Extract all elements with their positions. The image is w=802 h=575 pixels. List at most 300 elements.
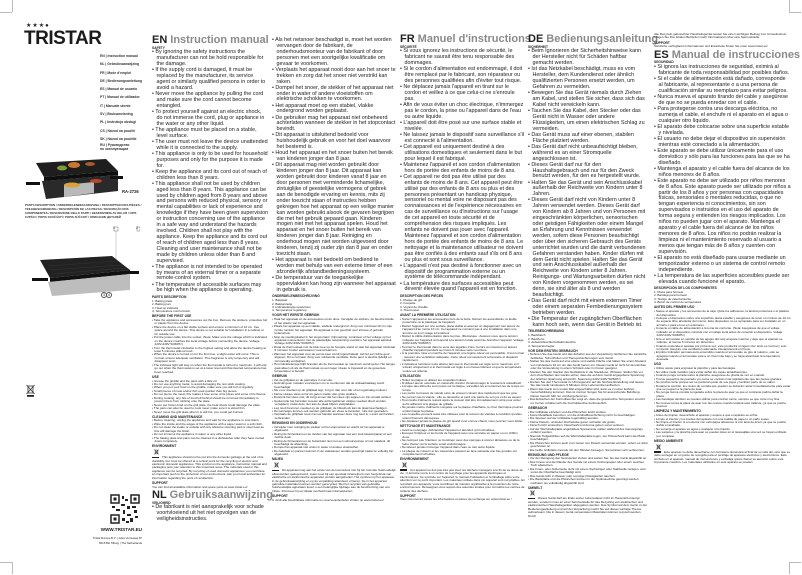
- list-item: • Tournez le thermostat dans le sens des aiguilles d'une montre au maximum et laissez chauffer l'appareil pendant au moins 5 minutes sans nourriture.: [400, 346, 525, 353]
- list-item: • Dieses Gerät darf nur für den Haushaltsgebrauch und nur für den Zweck benutzt werden, für den es hergestellt wurde.: [528, 163, 648, 181]
- list-item: • Las sartenes y la plancha para asar se pueden lavar en el lavavajillas una vez se hayan enfriado por completo.: [654, 431, 791, 438]
- list-item: • El aparato no está diseñado para usarse mediante un temporizador externo o un sistema de control remoto independiente.: [654, 256, 791, 274]
- language-item: EN | Instruction manual: [100, 54, 138, 58]
- section-title: [654, 48, 801, 61]
- crop-mark-top-left: [0, 12, 12, 13]
- list-item: 4. Temperature control knob: [152, 309, 190, 314]
- list-item: 1. Backblech: [528, 333, 546, 338]
- bullet-list: [152, 505, 268, 523]
- crop-mark-bottom-right-v: [789, 562, 790, 574]
- environment-text-content: This appliance should not be put into the domestic garbage at the end of its durability, but must be offered at a central point for the recycling of electric and electronic domestic appliances. This symbol on the appliance, instruction manual and packaging puts your attention to this important issue. The materials used in this appliance can be recycled. By recycling of used domestic appliances you contribute an important push to the protection of our environment. Ask your local authorities for information regarding the point of recollection.: [152, 455, 267, 480]
- list-item: • Reinig de binnenkant en de buitenkant niet met een schuursponsje of met staalwol, dit beschadigt de afwerking.: [272, 440, 396, 447]
- section-heading: PARTS DESCRIPTION: [152, 294, 187, 299]
- list-item: • À la première mise en marche de l'appareil, une légère odeur est perceptible. C'est normal ; assurez une ventilation adéquate. Cette odeur est seulement temporaire et disparaît rapidement.: [400, 352, 525, 362]
- environment-text: [528, 497, 648, 518]
- bullet-list: [152, 300, 268, 314]
- callout-4: 4: [106, 292, 112, 298]
- list-item: 2. Coupelle: [400, 301, 416, 306]
- list-item: • Si el cable de alimentación está dañado, corresponde al fabricante, al representante o a una persona de cualificación similar su reemplazo para evitar peligros.: [654, 77, 791, 95]
- language-item: CS | Návod na použití: [100, 128, 135, 133]
- list-item: • Het apparaat is niet bedoeld om bediend te worden met behulp van een externe timer of een afzonderlijk afstandbedieningssysteem.: [272, 258, 396, 276]
- callout-1: 1: [113, 226, 115, 230]
- list-item: • Mettez l'appareil sur une surface plane stable et assurez un dégagement tout autour de l'appareil d'au moins 10 cm. Cet appareil ne convient pas à une installation dans une armoire ou à un usage à l'extérieur.: [400, 325, 525, 335]
- list-item: • L'appareil n'est pas destiné à fonctionner avec un dispositif de programmation externe ou un système de télécommande indépendant.: [400, 264, 525, 282]
- list-item: 2. Backform: [528, 336, 545, 341]
- list-item: • During cooking, any bits of food left behind should be removed immediately to prevent them from sticking onto the plate.: [152, 397, 268, 404]
- list-item: • Die Speisen auf der Grillplatte regelmäßig wenden.: [528, 417, 648, 420]
- section-heading: UMWELT: [528, 485, 543, 490]
- list-item: • This appliance is only to be used for household purposes and only for the purpose it is made for.: [152, 152, 268, 170]
- list-item: • The temperature of accessible surfaces may be high when the appliance is operating.: [152, 283, 268, 295]
- list-item: • No utilice nada metálico para evitar dañar las capas antiadherentes.: [654, 371, 791, 374]
- list-item: • Do not use anything metal, to avoid damaging the non-stick coating.: [152, 383, 268, 386]
- list-item: • Wenn das Gerät zum ersten Mal eingeschaltet wird, kann es zu einer leichten Geruchsbildung kommen. Das ist normal. Sorgen Sie für ausreichende Belüftung. Dieser Geruch hält nur vorübergehend an.: [528, 388, 648, 398]
- list-item: • De gebruiker mag het apparaat niet onbeheerd achterlaten wanneer de stekker in het stopcontact bevindt.: [272, 116, 396, 134]
- crop-mark-top-right-v: [789, 0, 790, 12]
- list-item: • La temperatura de las superficies accesibles puede ser elevada cuando funcione el aparato.: [654, 274, 791, 286]
- list-item: • Ist das Netzkabel beschädigt, muss es vom Hersteller, dem Kundendienst oder ähnlich qualifizierten Personen ersetzt werden, um Gefahren zu vermeiden.: [528, 67, 648, 91]
- list-item: • Ne déplacez jamais l'appareil en tirant sur le cordon et veillez à ce que celui-ci ne s'enroule pas.: [400, 85, 525, 103]
- section-heading: VOR DEM ERSTEN GEBRAUCH: [528, 348, 578, 353]
- list-item: • Afin de vous éviter un choc électrique, n'immergez pas le cordon, la prise ou l'appareil dans de l'eau ou autre liquide.: [400, 103, 525, 121]
- company-address-line-1: Tristar Europe B.V. | Jules Verneweg 87: [92, 536, 142, 540]
- environment-text-content: Cet appareil ne doit pas être jeté avec les déchets ménagers à la fin de sa durée de vie ; il doit être remis à un centre de recyclage pour les appareils électriques et électroniques. Ce symbole sur l'appareil, le manuel d'utilisation et l'emballage attire votre attention sur ce point important. Les matériaux utilisés dans cet appareil sont recyclables. En recyclant vos appareils, vous contribuez de manière significative à la protection de notre environnement. Renseignez-vous auprès des autorités locales pour connaître les centres de collecte des déchets.: [400, 467, 525, 493]
- list-item: • De fabrikant is niet aansprakelijk voor schade voortvloeiend uit het niet opvolgen van de veiligheidsinstructies.: [152, 505, 268, 523]
- list-item: • Ne percez pas la viande ; elle se dessèche et perd une partie de son jus et de sa saveur.: [400, 396, 525, 399]
- bullet-list: [654, 291, 791, 305]
- qr-code: [110, 494, 140, 524]
- list-item: • Gire el termostato en sentido de las agujas del reloj al ajuste máximo y deje que el aparato se caliente, al menos 5 minutos sin alimentos.: [654, 338, 791, 345]
- section-heading: ENVIRONNEMENT: [400, 457, 429, 462]
- list-item: • Sortez l'appareil et les accessoires hors de la boîte. Retirez les autocollants, la feuille protectrice ou le plastique de l'appareil.: [400, 318, 525, 325]
- list-item: • To protect yourself against an electric shock, do not immerse the cord, plug or appliance in the water or any other liquid.: [152, 110, 268, 128]
- list-item: • If the supply cord is damaged, it must be replaced by the manufacturer, its service agent or similarly qualified persons in order to avoid a hazard.: [152, 68, 268, 92]
- list-item: • N'utilisez aucun ustensile en métal afin d'éviter d'endommager le revêtement antiadhésif.: [400, 382, 525, 385]
- bullet-list: [152, 419, 268, 443]
- list-item: • Verplaats het apparaat nooit door aan het snoer te trekken en zorg dat het snoer niet verstrikt kan raken.: [272, 68, 396, 86]
- list-item: 4. Botón de control de temperatura: [654, 300, 702, 305]
- list-item: 2. Bakpannetje: [272, 301, 293, 306]
- column-nl: [272, 38, 396, 502]
- language-item: PL | Instrukcja obsługi: [100, 120, 137, 125]
- list-item: • Cet appareil ne doit pas être utilisé par des enfants de moins de 8 ans. Cet appareil peut être utilisé par des enfants de 8 ans ou plus et des personnes présentant un handicap physique, sensoriel ou mental voire ne disposant pas des connaissances et de l'expérience nécessaires en cas de surveillance ou d'instructions sur l'usage de cet appareil en toute sécurité et de compréhension des risques impliqués. Les enfants ne doivent pas jouer avec l'appareil. Maintenez l'appareil et son cordon d'alimentation hors de portée des enfants de moins de 8 ans. Le nettoyage et la maintenance utilisateur ne doivent pas être confiés à des enfants sauf s'ils ont 8 ans ou plus et sont sous surveillance.: [400, 175, 525, 264]
- list-item: • La plaque de cuisson et les casseroles passent au lave-vaisselle une fois qu'elles ont complètement refroidies.: [400, 450, 525, 457]
- bullet-list: [400, 318, 525, 373]
- list-item: 1. Plaque de gril: [400, 297, 423, 302]
- list-item: • Dompel het snoer, de stekker of het apparaat niet onder in water of andere vloeistoffen om elektrische schokken te voorkomen.: [272, 86, 396, 104]
- list-item: • Les petits morceaux de viande et/ou de poisson cuisent plus rapidement que les gros.: [400, 392, 525, 395]
- company-address-line-2: 5015 BH Tilburg | The Netherlands: [99, 541, 142, 545]
- list-item: • Die Backplatte und die Pfännchen können in der Spülmaschine gereinigt werden, nachdem sie vollständig abgekühlt sind.: [528, 478, 648, 485]
- list-item: • Never move the appliance by pulling the cord and make sure the cord cannot become entangled.: [152, 92, 268, 110]
- bullet-list: [528, 334, 648, 348]
- bullet-list: [272, 318, 396, 373]
- list-item: • The pans can also be used to cook meat; make sure it is sliced thin.: [152, 407, 268, 410]
- list-item: • No sumerja el aparato en agua o cualquier otro líquido.: [654, 428, 791, 431]
- support-text: Vous retrouverez toutes les informations et pièces de rechange sur www.tristar.eu !: [400, 497, 512, 502]
- section-heading: CLEANING AND MAINTENANCE: [152, 414, 203, 419]
- list-item: • El usuario no debe dejar el dispositivo sin supervisión mientras esté conectado a la alimentación.: [654, 137, 791, 149]
- section-heading: GEBRAUCH: [528, 405, 548, 410]
- list-item: • Drehen Sie den Thermostat im Uhrzeigersinn auf die höchste Einstellung und lassen Sie das Gerät mindestens 5 Minuten ohne Lebensmittel aufheizen.: [528, 381, 648, 388]
- section-heading: ENVIRONMENT: [152, 444, 177, 449]
- language-item: DE | Bedienungsanleitung: [100, 78, 143, 83]
- section-heading: SEGURIDAD: [654, 60, 674, 65]
- list-item: 3. Voyant de chauffe: [400, 304, 428, 309]
- language-item: IT | Manuale utente: [100, 103, 131, 108]
- list-item: • Lorsque des aliments sont posés sur la plaque, surveillez-les et retournez-les de temps en temps.: [400, 385, 525, 392]
- list-item: • Durante la cocción, los restos de comida que queden se deberán retirar inmediatamente para evitar que se peguen a la placa de asar.: [654, 385, 791, 392]
- section-heading: LIMPIEZA Y MANTENIMIENTO: [654, 409, 701, 414]
- list-item: • Ne jamais mettre d'aliments congelés sur la plaque chauffante, le choc thermique pourrait endommager la plaque.: [400, 406, 525, 413]
- list-item: • Avant le nettoyage, débranchez l'appareil et attendez qu'il refroidisse.: [400, 429, 525, 432]
- manual-title: Manual de instrucciones: [671, 48, 801, 61]
- list-item: • Auf der Warmhalteplatte angehaftete Speisereste sollten während des Garvorgangs entfernt werden.: [528, 428, 648, 435]
- list-item: 4. Thermostat: [400, 308, 419, 313]
- list-item: • Vet de grillplaat en de pannetjes in met olie.: [272, 379, 396, 382]
- bullet-list: [400, 299, 525, 313]
- bullet-list: [152, 50, 268, 294]
- manual-title: Instruction manual: [170, 34, 269, 46]
- list-item: • Place the device on a flat stable surface and ensure a minimum of 10 cm. free space around the device. This device is not suitable for installation in a cabinet or for outside use.: [152, 326, 268, 336]
- section-heading: TEILEBESCHREIBUNG: [528, 329, 565, 334]
- language-item: ES | Manual de usuario: [100, 87, 138, 92]
- list-item: • El piloto indicador permanecerá encendido cuando el termostato se gire al máximo, solo se apagará cuando el termostato esté a un nivel más bajo y se haya alcanzado la temperatura deseada.: [654, 351, 791, 361]
- list-item: • Die Temperatur der zugänglichen Oberflächen kann hoch sein, wenn das Gerät in Betrieb ist.: [528, 317, 648, 329]
- section-heading: REINIGUNG UND PFLEGE: [528, 452, 569, 457]
- list-item: • Stellen Sie das Gerät auf eine ebene und stabile Fläche und halten Sie einen Abstand von mindestens 10 cm um das Gerät herum ein. Dieses Gerät ist nicht für den Einbau oder die Verwendung in einem Schrank oder im Freien geeignet.: [528, 360, 648, 370]
- section-heading: BEFORE THE FIRST USE: [152, 314, 192, 319]
- column-es: [654, 32, 801, 464]
- list-item: • Before cleaning, unplug the appliance and wait for the appliance to cool down.: [152, 419, 268, 422]
- section-heading: SÉCURITÉ: [400, 44, 417, 49]
- list-item: • Maintenez l'appareil et son cordon d'alimentation hors de portée des enfants de moins de 8 ans.: [400, 163, 525, 175]
- environment-text-content: Dit apparaat mag aan het einde van de levensduur niet bij het normale huishoudelijk afval worden gedeponeerd, maar moet bij een speciaal inzamelpunt voor hergebruik van elektrische en elektronische apparaten worden aangeboden. Het symbool op het apparaat, in de gebruiksaanwijzing en op de verpakking attendeert u hierop. De in het apparaat gebruikte materialen kunnen worden gerecycled. Met het recyclen van gebruikte huishoudelijke apparaten levert u een belangrijke bijdrage aan de bescherming van ons milieu. Informeer bij uw lokale overheid naar inzamelpunten.: [272, 468, 396, 493]
- list-item: • Verplaats de grillplaat nooit met uw handen wanneer deze nog heet is; u kunt uw handen verbranden.: [272, 413, 396, 420]
- column-fr: [400, 33, 531, 502]
- crop-mark-top-right: [789, 12, 801, 13]
- list-item: 4. Temperatuur regelknop: [272, 308, 307, 313]
- list-item: • Antes de limpiar, desenchufe el aparato y espere a que el aparato se enfríe.: [654, 414, 791, 417]
- list-item: • Nehmen Sie das Gerät und das Zubehör aus der Verpackung. Entfernen Sie sämtliche Aufkleber, Schutzfolien und Transportsicherungen vom Gerät.: [528, 353, 648, 360]
- bullet-list: [272, 38, 396, 294]
- list-item: • Beim Ignorieren der Sicherheitshinweise kann der Hersteller nicht für Schäden haftbar gemacht werden.: [528, 49, 648, 67]
- list-item: • No mueva nunca la placa de asar con las manos cuando todavía esté caliente, ya que se podría quemar.: [654, 402, 791, 409]
- language-code: DE: [528, 33, 544, 45]
- bullet-list: [654, 310, 791, 362]
- list-item: • Este aparato se debe utilizar únicamente para el uso doméstico y sólo para las funciones para las que se ha diseñado.: [654, 149, 791, 167]
- list-item: • Das Gerät muss auf einer ebenen, stabilen Fläche platziert werden.: [528, 133, 648, 145]
- bullet-list: [272, 299, 396, 313]
- list-item: • Die Innen- oder Außenseite nicht mit einem Topfreiniger oder Stahlwolle reinigen, weil sonst die Oberfläche beschädigt wird.: [528, 468, 648, 475]
- bullet-list: [654, 414, 791, 438]
- list-item: • Kleine stukjes vlees en/of vis garen sneller dan grote stukken.: [272, 393, 396, 396]
- language-item: RU | Руководство по эксплуатации: [100, 143, 130, 152]
- bullet-list: [400, 49, 525, 293]
- section-heading: VEILIGHEID: [152, 500, 171, 505]
- list-item: • The user must not leave the device unattended while it is connected to the supply.: [152, 140, 268, 152]
- list-item: • Grease the griddle and the pans with a little oil.: [152, 380, 268, 383]
- section-title: [400, 33, 531, 45]
- bullet-list: [400, 379, 525, 424]
- list-item: • Ne nettoyez pas l'intérieur ou l'extérieur avec des éponges à récurer abrasives ou de la laine d'acier car la surface serait endommagée.: [400, 439, 525, 446]
- list-item: • No ponga nunca comida congelada sobre la placa de asar ya que el contraste podría dañar la placa.: [654, 391, 791, 398]
- list-item: • Cuando ponga comida sobre la plancha, asegúrese de girarla de vez en cuando.: [654, 374, 791, 377]
- section-title: [152, 489, 273, 502]
- bullet-list: [400, 429, 525, 457]
- list-item: 3. Aufwärmleuchte/Aufwärmleuchte: [528, 340, 576, 345]
- list-item: • Die Grillplatte einfetten und die Pfännchen leicht einölen.: [528, 411, 648, 414]
- list-item: • Put the power cable into the socket. (Note: Make sure the voltage which is indicated on the device matches the local voltage before connecting the device. Voltage 220V-240V 50/60Hz): [152, 336, 268, 346]
- section-title: [152, 34, 268, 46]
- list-item: • No pincha carne porque así se perderán parte de sus jugos y también parte de su sabor.: [654, 381, 791, 384]
- bullet-list: [272, 379, 396, 420]
- list-item: • Trozos pequeños de pescado y/o carne se cocinan más rápidamente que las piezas grandes.: [654, 378, 791, 381]
- crop-mark-top-left-v: [12, 0, 13, 12]
- model-number: RA-2726: [122, 189, 139, 194]
- list-item: • Gedurende het bereiden moeten alle achtergebleven stukjes voedsel direct worden verwijderd, zodat deze niet aan de plaat blijven vastplakken.: [272, 400, 396, 407]
- list-item: • This appliance shall not be used by children aged less than 8 years. This appliance can be used by children aged from 8 years and above and persons with reduced physical, sensory or mental capabilities or lack of experience and knowledge if they have been given supervision or instruction concerning use of the appliance in a safe way and understand the hazards involved. Children shall not play with the appliance. Keep the appliance and its cord out of reach of children aged less than 8 years. Cleaning and user maintenance shall not be made by children unless older than 8 and supervised.: [152, 182, 268, 265]
- list-item: • The baking plate and pans can be cleaned in a dishwasher after they have cooled down completely.: [152, 437, 268, 444]
- list-item: • The appliance must be placed on a stable, level surface.: [152, 128, 268, 140]
- list-item: • L'appareil doit être posé sur une surface stable et nivelée.: [400, 121, 525, 133]
- language-code: NL: [152, 489, 167, 502]
- bullet-list: [528, 457, 648, 485]
- list-item: • Ne laissez jamais immerger l'appareil dans l'eau ou tout autre liquide.: [400, 446, 525, 449]
- environment-text-content: Dieses Gerät darf am Ende seiner Lebensdauer nicht im Hausmüll entsorgt werden, sondern muss an einer Sammelstelle für das Recycling von elektrischen und elektronischen Haushaltsgeräten abgegeben werden. Das Symbol auf dem Gerät, in der Bedienungsanleitung und auf der Verpackung macht Sie auf dieses wichtige Thema aufmerksam. Die in diesem Gerät verwendeten Materialien können recycelt werden. Durch: [528, 496, 648, 518]
- bullet-list: [272, 426, 396, 457]
- list-item: • Als u uw voedsel op de grillplaat legt, zorg er dan voor dat u het regelmatig omkeert.: [272, 389, 396, 392]
- list-item: • Cuando encienda el aparato por primera vez, este producirá un ligero olor. Esto es normal y solo temporal. Asegure una ventilación adecuada. Desaparecerá en breve.: [654, 345, 791, 352]
- list-item: • Das Erlöschen der Kontrollleuchte zeigt an, dass die gewünschte Temperatur erreicht ist. Ferner schaltet sich die Kontrollleuchte kontinuierlich.: [528, 398, 648, 405]
- language-item: PT | Manual de utilizador: [100, 95, 140, 100]
- list-item: 1. Baking plate: [152, 298, 173, 303]
- brand-logo: TRISTAR: [24, 28, 102, 49]
- list-item: • Wipe the inside and the edges of the appliance with a paper towel or a soft cloth.: [152, 423, 268, 426]
- section-heading: USE: [152, 374, 159, 379]
- list-item: • L'indicateur lumineux reste allumé tant que le thermostat est réglé sur le maximum et il s'éteint uniquement si le thermostat est réglé à un niveau inférieur et que la température voulue est atteinte.: [400, 363, 525, 373]
- environment-text: [654, 451, 791, 465]
- list-item: • Les coupelles peuvent aussi être utilisées pour la cuisson de viandes à condition qu'elles soient finement découpées.: [400, 413, 525, 420]
- callout-3: 3: [101, 292, 107, 298]
- section-heading: SICHERHEIT: [528, 44, 548, 49]
- list-item: • The indicator light will stay on when the thermostat is turned to maximum, it will only go out when the thermostat is set at a lower level and that desired temperature has been reached.: [152, 364, 268, 374]
- manual-title: Bedienungsanleitung: [546, 33, 659, 45]
- list-item: • Haal het apparaat en de accessoires uit de doos. Verwijder de stickers, de beschermfolie of het plastic van het apparaat.: [272, 318, 396, 325]
- section-heading: REINIGING EN ONDERHOUD: [272, 420, 318, 425]
- raclette-parts-diagram: [28, 224, 140, 296]
- list-item: 3. Testigo de calentamiento: [654, 296, 692, 301]
- list-item: • Het apparaat moet op een stabiel, vlakke ondergrond worden geplaatst.: [272, 104, 396, 116]
- crop-mark-bottom-left-v: [12, 562, 13, 574]
- list-item: • Niemals Tiefgekühltes auf die Warmhalteplatte legen, der Hitzeschock kann die Platte beschädigen.: [528, 435, 648, 442]
- list-item: 2. Baking pan: [152, 302, 171, 307]
- support-heading: SUPPORT: [152, 480, 168, 485]
- language-code: EN: [152, 34, 168, 46]
- list-item: • Das Innere und die Ränder des Geräts mit einem Küchenpapier oder einem weichen Tuch abwischen.: [528, 461, 648, 468]
- language-code: FR: [400, 33, 415, 45]
- list-item: • Small pieces of meat and/or fish cook quicker than big pieces.: [152, 390, 268, 393]
- list-item: • Si ignora las instrucciones de seguridad, eximirá al fabricante de toda responsabilidad por posibles daños.: [654, 65, 791, 77]
- list-item: • By ignoring the safety instructions the manufacturer can not be hold responsible for the damage.: [152, 50, 268, 68]
- list-item: 1. Placa para hornear: [654, 289, 684, 294]
- list-item: • Houd het apparaat en het snoer buiten het bereik van kinderen jonger dan 8 jaar.: [272, 151, 396, 163]
- list-item: • El aparato debe colocarse sobre una superficie estable y nivelada.: [654, 125, 791, 137]
- list-item: • Este aparato no debe ser utilizado por niños menores de 8 años. Este aparato puede ser utilizado por niños a partir de los 8 años y por personas con capacidades físicas, sensoriales o mentales reducidas, o que no tengan experiencia ni conocimientos, sin son supervisados o instruidos en el uso del aparato de forma segura y entienden los riesgos implicados. Los niños no pueden jugar con el aparato. Mantenga el aparato y el cable fuera del alcance de los niños menores de 8 años. Los niños no podrán realizar la limpieza ni el mantenimiento reservado al usuario a menos que tengan más de 8 años y cuenten con supervisión.: [654, 179, 791, 256]
- list-item: • Fleisch nicht einstechen; Fleischsaft und Aroma gehen sonst verloren.: [528, 424, 648, 427]
- language-code: ES: [654, 48, 669, 61]
- list-item: 1. Bakplaat: [272, 298, 288, 303]
- list-item: • Las bandejas también se pueden utilizar para cocinar carne, siempre se que corte muy fina.: [654, 398, 791, 401]
- list-item: • Turn the thermostat clockwise to the highest setting and allow the device heating at least 5 minutes without food.: [152, 347, 268, 354]
- support-text: Sämtliche verfügbaren Informationen und Ersatzteile finden Sie unter www.tristar.eu!: [654, 44, 768, 49]
- list-item: • De pannetjes kunnen ook worden gebruikt om vlees te bereiden, mits dun gesneden.: [272, 410, 396, 413]
- list-item: • Das Gerät darf nicht unbeaufsichtigt bleiben, während es an einer Stromquelle angeschlossen ist.: [528, 145, 648, 163]
- language-item: SK | Návod na použitie: [100, 136, 137, 141]
- list-item: • Para protegerse contra una descarga eléctrica, no sumerja el cable, el enchufe ni el aparato en el agua o cualquier otro líquido.: [654, 107, 791, 125]
- list-item: • Als het netsnoer beschadigd is, moet het worden vervangen door de fabrikant, de onderhoudsmonteur van de fabrikant of door personen met een soortgelijke kwalificatie om gevaar te voorkomen.: [272, 38, 396, 68]
- raclette-product-photo: [24, 145, 124, 203]
- environment-text: [272, 469, 396, 493]
- list-item: • Kleine Fleisch- und/oder Fischstücke garen schneller als große.: [528, 421, 648, 424]
- list-item: • When you put your food on the griddle, make sure you will turn it regularly.: [152, 386, 268, 389]
- list-item: • Reinig de binnenkant en de randen van het apparaat met een stuk keukenpapier of een zachte doek.: [272, 433, 396, 440]
- section-heading: NETTOYAGE ET MAINTENANCE: [400, 424, 451, 429]
- section-heading: UTILISATION: [400, 373, 421, 378]
- support-heading: SUPPORT: [654, 40, 670, 45]
- list-item: • Tout résidu d'aliments restant après la cuisson doit être immédiatement retiré pour éviter qu'ils adhèrent à la plaque de grillade.: [400, 399, 525, 406]
- list-item: • Stop de voedingskabel in het stopcontact. (Opmerking: controleer of het voltage op het apparaat overeenkomt met de plaatselijke netspanning voordat u het apparaat aansluit. Voltage 220V-240V 50/60Hz): [272, 336, 396, 346]
- list-item: • Limpie el interior y los bordes del aparato con una toallita de papel o un paño suave.: [654, 418, 791, 421]
- list-item: • Bewegen Sie das Gerät niemals durch Ziehen am Kabel, und stellen Sie sicher, dass sich das Kabel nicht verwickeln kann.: [528, 91, 648, 109]
- list-item: • Das Gerät nicht in Wasser oder sonstige Flüssigkeiten tauchen.: [528, 475, 648, 478]
- brand-stars: ★★★●: [26, 23, 50, 29]
- section-heading: MEDIO AMBIENTE: [654, 438, 683, 443]
- list-item: • Si vous ignorez les instructions de sécurité, le fabricant ne saurait être tenu responsable des dommages.: [400, 49, 525, 67]
- crop-mark-bottom-left: [0, 562, 12, 563]
- section-heading: DESCRIPCIÓN DE LOS COMPONENTES: [654, 286, 717, 291]
- bullet-list: [654, 367, 791, 408]
- bullet-list: [528, 411, 648, 452]
- language-list: [100, 52, 150, 152]
- list-item: • Do not clean the inside or outside with any abrasive scouring pad or steel wool as this will damage the finish.: [152, 426, 268, 433]
- section-heading: ANTES DEL PRIMER USO: [654, 305, 695, 310]
- support-text: U vindt alle beschikbare informatie en reserveonderdelen vinden op www.tristar.eu!: [272, 497, 384, 502]
- section-heading: VOOR HET EERSTE GEBRUIK: [272, 313, 320, 318]
- support-heading: SUPPORT: [272, 493, 288, 498]
- list-item: • Utilice aceite para engrasar la plancha y para las bandejas.: [654, 367, 791, 370]
- manual-title: Gebruiksaanwijzing: [169, 489, 273, 502]
- list-item: • When the device is turned on for the first time, a slight odour will occur. This is normal, ensure adequate ventilation. This fragrance is only temporary and will disappear soon.: [152, 353, 268, 363]
- list-item: 2. Bandeja para hornear: [654, 293, 687, 298]
- column-en: [152, 34, 273, 523]
- list-item: • Keep the appliance and its cord out of reach of children less than 8 years.: [152, 170, 268, 182]
- list-item: • Conecte el cable de alimentación a la toma de corriente. (Nota: Asegúrese de que el voltaje indicado en el dispositivo coincide con el voltaje local antes de conectar el dispositivo. Voltaje 220V-240V 50/60Hz): [654, 327, 791, 337]
- section-heading: GEBRUIK: [272, 374, 288, 379]
- list-item: • De bakplaat en pannen kunnen in de vaatwasser worden gereinigd nadat ze volledig zijn afgekoeld.: [272, 450, 396, 457]
- bullet-list: [152, 380, 268, 415]
- list-item: • Do not pierce the meat; this makes it lose some of its juices and some of its flavour.: [152, 393, 268, 396]
- list-item: • Cet appareil est uniquement destiné à des utilisations domestiques et seulement dans le but pour lequel il est fabriqué.: [400, 145, 525, 163]
- list-item: • Si le cordon d'alimentation est endommagé, il doit être remplacé par le fabricant, son réparateur ou des personnes qualifiées afin d'éviter tout risque.: [400, 67, 525, 85]
- list-item: • Do not immerse the appliance in water or any other liquid.: [152, 433, 268, 436]
- bullet-list: [654, 65, 791, 285]
- list-item: 4. Temperaturregler: [528, 343, 555, 348]
- list-item: • Ne laissez jamais le dispositif sans surveillance s'il est connecté à l'alimentation.: [400, 133, 525, 145]
- language-item: FR | Mode d'emploi: [100, 70, 131, 75]
- weee-bin-icon: [26, 384, 35, 397]
- list-item: • Never move the grill plate when it is still hot, you could get burned.: [152, 411, 268, 414]
- support-heading: SUPPORT: [400, 493, 416, 498]
- list-item: • The appliance is not intended to be operated by means of an external timer or a separate remote-control system.: [152, 265, 268, 283]
- parts-caption: PARTS DESCRIPTION / ONDERDELENBESCHRIJVING / DESCRIPTION DES PIÈCES / TEILEBESCHREIBUNG / DESCRIPCIÓN DE LAS PIEZAS / DESCRIÇÃO DOS COMPONENTES / DESCRIZIONE DELLE PARTI / BESKRIVNING AV DELAR / OPIS CZĘŚCI / POPIS SOUČÁSTÍ / POPIS SÚČASTÍ / ОПИСАНИЕ ДЕТАЛЕЙ: [25, 203, 142, 219]
- list-item: • No limpie el interior ni el exterior con estropajos abrasivos ni con lana de acero ya que se podría dañar el acabado.: [654, 421, 791, 428]
- list-item: • Keine Metallteile benutzen, um die Antihaftbeschichtung nicht zu beschädigen.: [528, 414, 648, 417]
- list-item: • Coloque el dispositivo sobre una superficie plana estable y asegúrese de tener un mínimo de 10 cm de espacio libre alrededor del mismo. Este dispositivo no es apropiado para ser instalado en un armario o para el uso en exteriores.: [654, 317, 791, 327]
- list-item: • Take the appliance and accessories out the box. Remove the stickers, protective foil or plastic from the device.: [152, 319, 268, 326]
- list-item: • Draai de thermostaat met de klok mee op de hoogste stand en laat het apparaat minimaal 5 minuten zonder etenswaren voorverwarmen.: [272, 346, 396, 353]
- list-item: • Doorprik het vlees niet; dit zorgt ervoor dat het vlees zijn sappen en zijn smaak verliest.: [272, 396, 396, 399]
- list-item: • Halten Sie das Gerät und sein Anschlusskabel außerhalb der Reichweite von Kindern unter 8 Jahren.: [528, 181, 648, 199]
- list-item: • Stecken Sie den Stecker des Netzkabels in die Steckdose. (Hinweis: Stellen Sie vor dem Anschließen des Geräts sicher, dass die auf dem Gerät angegebene Spannung der örtlichen Spannung entspricht. Spannung 220V-240V 50/60Hz): [528, 371, 648, 381]
- list-item: • De temperatuur van de toegankelijke oppervlakken kan hoog zijn wanneer het apparaat in gebruik is.: [272, 276, 396, 294]
- language-item: SV | Bruksanvisning: [100, 112, 133, 117]
- list-item: • Mettez le câble d'alimentation dans la prise. (Remarque : Assurez-vous que la tension indiquée sur l'appareil correspond à la tension locale avant de brancher l'appareil. Voltage 220V-240V 50/60Hz): [400, 335, 525, 345]
- manual-title: Manuel d'instructions: [417, 33, 531, 45]
- list-item: • Leg nooit bevroren voedsel op de grillplaat; de hitteshock kan de plaat beschadigen.: [272, 407, 396, 410]
- callout-2: 2: [136, 226, 138, 230]
- section-title: [528, 33, 659, 45]
- list-item: • Dit apparaat is uitsluitend bedoeld voor huishoudelijk gebruik en voor het doel waarvoor het bestemd is.: [272, 133, 396, 151]
- list-item: • Dompel het apparaat niet onder in water of andere vloeistoffen.: [272, 446, 396, 449]
- support-text: You can find all available information and spare parts at www.tristar.eu!: [152, 484, 248, 489]
- list-item: • Nunca mueva el aparato tirando del cable y asegúrese de que no se pueda enredar con el cable.: [654, 95, 791, 107]
- section-heading: ONDERDELENBESCHRIJVING: [272, 294, 320, 299]
- list-item: • Gebruik geen metalen voorwerpen om te voorkomen dat de antiaanbaklaag wordt beschadigd.: [272, 382, 396, 389]
- list-item: • Mantenga el aparato y el cable fuera del alcance de los niños menores de 8 años.: [654, 167, 791, 179]
- list-item: • Huilez la plaque et utilisez les coupelles huilées.: [400, 379, 525, 382]
- list-item: • Die Pfännchen können auch zum Garen von Fleisch verwendet werden, sofern es dünn geschnitten ist.: [528, 442, 648, 449]
- list-item: • Never put frozen food on the grill plate, the heat shock could damage the plate.: [152, 404, 268, 407]
- list-item: • Tauchen Sie das Kabel, den Stecker oder das Gerät nicht in Wasser oder andere Flüssigkeiten, um einen elektrischen Schlag zu vermeiden.: [528, 109, 648, 133]
- section-heading: USO: [654, 362, 662, 367]
- list-item: • Essuyez l'intérieur et les bords de l'appareil avec une serviette en papier ou un chiffon doux.: [400, 432, 525, 439]
- list-item: 3. Indicatielampje opwarmen: [272, 304, 311, 309]
- section-heading: DESCRIPTION DES PIÈCES: [400, 293, 444, 298]
- list-item: • Die heiße Grillplatte niemals mit den Händen bewegen, Sie könnten sich verbrennen.: [528, 449, 648, 452]
- list-item: • Het indicatielampje blijft branden als de thermostaat op maximum wordt gezet. Het lampje gaat alleen uit als de thermostaat op een lager niveau is ingesteld en de gewenste temperatuur is bereikt.: [272, 363, 396, 373]
- list-item: • Vor der Reinigung den Netzstecker ziehen und warten Sie, bis das Gerät abgekühlt ist.: [528, 457, 648, 460]
- crop-mark-bottom-right: [789, 562, 801, 563]
- bullet-list: [528, 353, 648, 405]
- list-item: • Verwijder voor reiniging de stekker uit het stopcontact en wacht tot het apparaat is afgekoeld.: [272, 426, 396, 433]
- list-item: 3. Heat up indicator: [152, 305, 179, 310]
- list-item: • Dit apparaat mag niet worden gebruikt door kinderen jonger dan 8 jaar. Dit apparaat kan worden gebruikt door kinderen vanaf 8 jaar en door personen met verminderde lichamelijke, zintuiglijke of geestelijke vermogens of gebrek aan de benodigde ervaring en kennis, mits zij onder toezicht staan of instructies hebben gekregen hoe het apparaat op een veilige manier kan worden gebruikt alsook de gevaren begrijpen die met het gebruik gepaard gaan. Kinderen mogen niet met het apparaat spelen. Houd het apparaat en het snoer buiten het bereik van kinderen jonger dan 8 jaar. Reiniging en onderhoud mogen niet worden uitgevoerd door kinderen, tenzij zij ouder zijn dan 8 jaar en onder toezicht staan.: [272, 163, 396, 258]
- section-heading: AVANT LA PREMIÈRE UTILISATION: [400, 313, 456, 318]
- list-item: • Das Gerät darf nicht mit einem externen Timer oder einem separaten Fernbedienungssystem betrieben werden.: [528, 299, 648, 317]
- bullet-list: [152, 319, 268, 374]
- section-heading: SAFETY: [152, 45, 166, 50]
- environment-text: [400, 469, 525, 493]
- website-link[interactable]: WWW.TRISTAR.EU: [100, 527, 142, 532]
- paragraph: das Recyceln gebrauchter Haushaltsgeräte leisten Sie einen wichtigen Beitrag zum Umweltschutz. Fragen Sie Ihre lokalen Behörden nach Informationen über eine Sammelstelle.: [654, 32, 787, 40]
- list-item: • La température des surfaces accessibles peut devenir élevée quand l'appareil est en fonction.: [400, 282, 525, 294]
- list-item: • Ne déplacez jamais la plaque du gril quand il est encore chaud, vous pourriez vous brûler.: [400, 420, 525, 423]
- list-item: • Dieses Gerät darf nicht von Kindern unter 8 Jahren verwendet werden. Dieses Gerät darf von Kindern ab 8 Jahren und von Personen mit eingeschränkten körperlichen, sensorischen oder geistigen Fähigkeiten oder einem Mangel an Erfahrung und Kenntnissen verwendet werden, sofern diese Personen beaufsichtigt oder über den sicheren Gebrauch des Geräts unterrichtet wurden und die damit verbundenen Gefahren verstanden haben. Kinder dürfen mit dem Gerät nicht spielen. Halten Sie das Gerät und sein Anschlusskabel außerhalb der Reichweite von Kindern unter 8 Jahren. Reinigungs- und Wartungsarbeiten dürfen nicht von Kindern vorgenommen werden, es sei denn, sie sind älter als 8 und werden beaufsichtigt.: [528, 198, 648, 298]
- language-item: NL | Gebruiksaanwijzing: [100, 62, 140, 67]
- list-item: • Wanneer het apparaat voor de eerste keer wordt ingeschakeld, zal het een lichte geur afgeven. Dit is normaal. Zorg voor voldoende ventilatie. Deze geur is slechts tijdelijk en zal spoedig verdwijnen.: [272, 353, 396, 363]
- list-item: • Plaats het apparaat op een vlakke, stabiele ondergrond. Zorg voor minimaal 10 cm vrije ruimte rondom het apparaat. Dit apparaat is niet geschikt voor inbouw of gebruik buitenshuis.: [272, 325, 396, 335]
